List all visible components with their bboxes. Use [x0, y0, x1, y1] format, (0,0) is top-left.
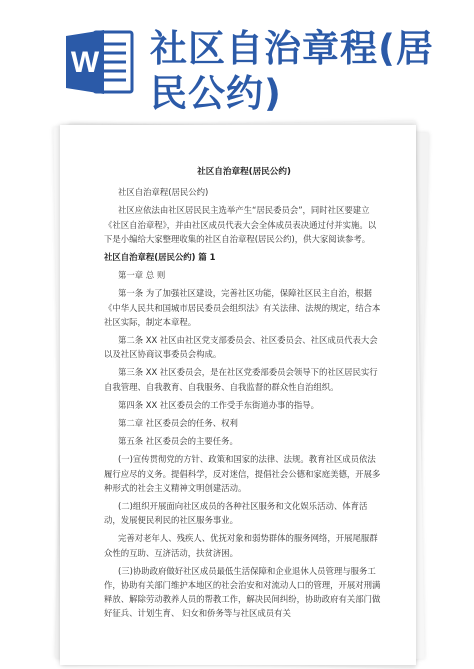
page-title: 社区自治章程(居民公约) [150, 27, 434, 115]
document-paragraph: (三)协助政府做好社区成员最低生活保障和企业退休人员管理与服务工作，协助有关部门维护本地区的社会治安和对流动人口的管理，开展对刑满释放、解除劳动教养人员的帮教工作，解决民间纠纷，协助政府有关部门做好征兵、计划生育、 妇女和侨务等与社区成员有关 [104, 565, 381, 619]
document-paragraph: 第一条 为了加强社区建设，完善社区功能，保障社区民主自治，根据《中华人民共和国城市居民委员会组织法》有关法律、法规的规定，结合本社区实际，制定本章程。 [104, 288, 381, 327]
word-doc-icon [64, 26, 136, 98]
document-paragraph: 社区自治章程(居民公约) 篇 1 [104, 252, 216, 263]
document-preview [52, 120, 426, 665]
document-body [104, 185, 384, 620]
document-paragraph: 第二章 社区委员会的任务、权利 [118, 418, 238, 429]
document-paragraph: 第三条 XX 社区委员会，是在社区党委部委员会领导下的社区居民实行自我管理、自我教育、自我服务、自我监督的群众性自治组织。 [104, 367, 378, 392]
document-paragraph: (一)宣传贯彻党的方针、政策和国家的法律、法规。教育社区成员依法履行应尽的义务。提倡科学，反对迷信，提倡社会公德和家庭美德，开展多种形式的社会主义精神文明创建活动。 [104, 454, 381, 493]
document-title: 社区自治章程(居民公约) [197, 167, 291, 177]
word-icon-letter: W [70, 46, 100, 79]
document-page [60, 125, 416, 665]
document-paragraph: 第五条 社区委员会的主要任务。 [118, 436, 238, 447]
document-paragraph: 社区应依法由社区居民民主选举产生“居民委员会”，同时社区要建立《社区自治章程》，并由社区成员代表大会全体成员表决通过付并实施。以下是小编给大家整理收集的社区自治章程(居民公约)，供大家阅读参考。 [104, 205, 377, 244]
header [0, 0, 474, 120]
document-paragraph: 第二条 XX 社区由社区党支部委员会、社区委员会、社区成员代表大会以及社区协商议事委员会构成。 [104, 335, 378, 360]
document-paragraph: 第四条 XX 社区委员会的工作受手东街道办事的指导。 [118, 399, 320, 410]
document-paragraph: 社区自治章程(居民公约) [118, 187, 209, 198]
document-paragraph: 完善对老年人、残疾人、优抚对象和弱势群体的服务网络，开展尾服群众性的互助、互济活动，扶贫济困。 [104, 533, 378, 558]
document-paragraph: (二)组织开展面向社区成员的各种社区服务和文化娱乐活动、体育活动，发展便民利民的社区服务事业。 [104, 501, 368, 526]
document-paragraph: 第一章 总 则 [118, 270, 166, 281]
document-content [104, 165, 384, 625]
